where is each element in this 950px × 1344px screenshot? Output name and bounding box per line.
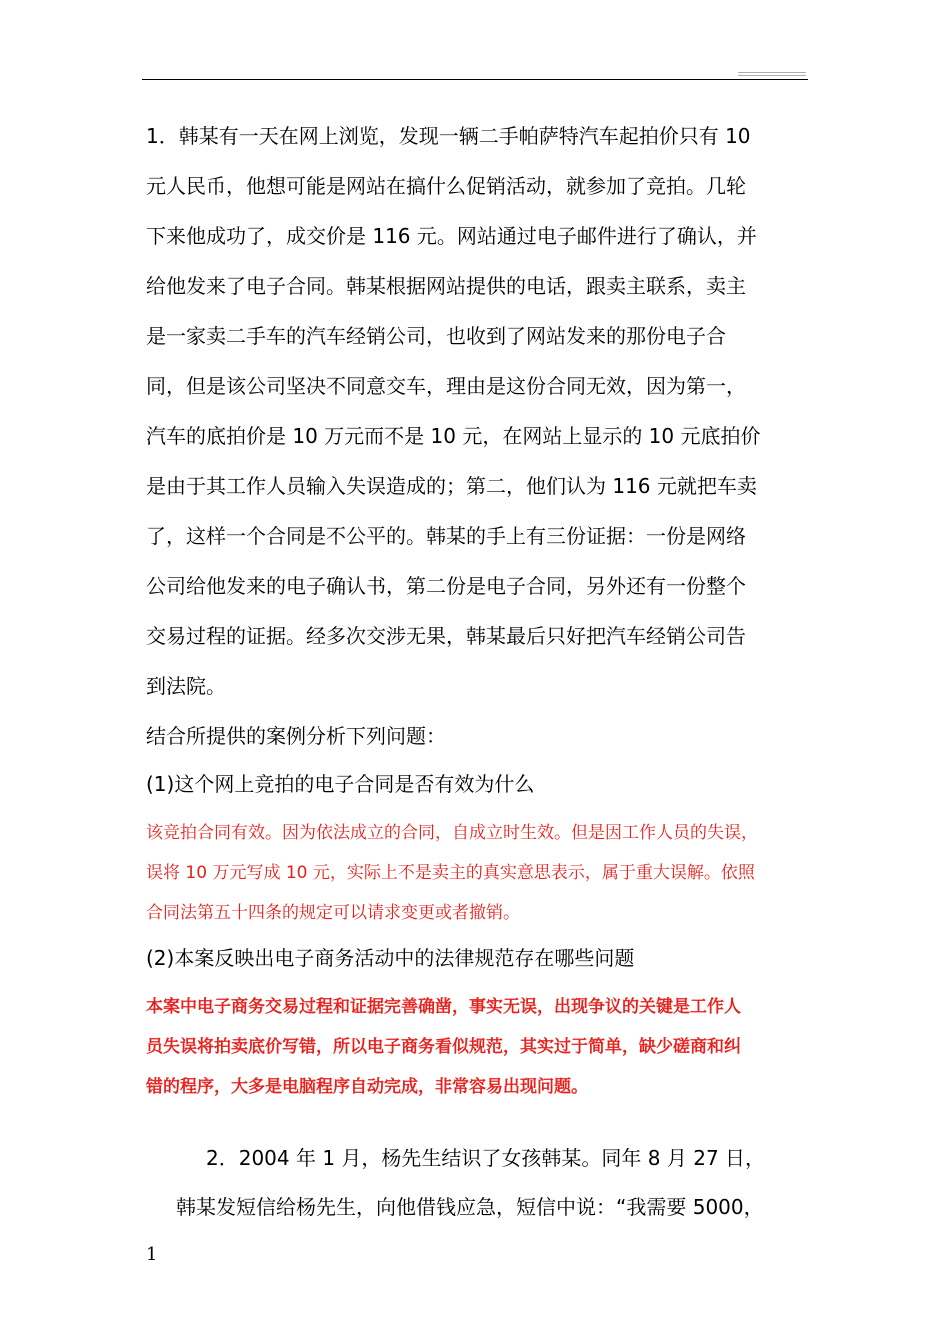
answer-2-line: 员失误将拍卖底价写错，所以电子商务看似规范，其实过于简单，缺少磋商和纠	[146, 1037, 741, 1057]
answer-2-line: 本案中电子商务交易过程和证据完善确凿，事实无误，出现争议的关键是工作人	[146, 997, 741, 1017]
header-mark	[738, 72, 806, 73]
case1-line: 汽车的底拍价是 10 万元而不是 10 元，在网站上显示的 10 元底拍价	[146, 424, 761, 448]
header-rule	[142, 79, 808, 80]
answer-1-line: 合同法第五十四条的规定可以请求变更或者撤销。	[146, 903, 520, 923]
case1-line: 同，但是该公司坚决不同意交车，理由是这份合同无效，因为第一，	[146, 374, 746, 398]
case1-line: 给他发来了电子合同。韩某根据网站提供的电话，跟卖主联系，卖主	[146, 274, 746, 298]
answer-1-line: 该竞拍合同有效。因为依法成立的合同，自成立时生效。但是因工作人员的失误，	[146, 823, 758, 843]
analysis-prompt: 结合所提供的案例分析下列问题：	[146, 724, 446, 748]
case1-line: 1．韩某有一天在网上浏览，发现一辆二手帕萨特汽车起拍价只有 10	[146, 124, 751, 148]
answer-1-line: 误将 10 万元写成 10 元，实际上不是卖主的真实意思表示，属于重大误解。依照	[146, 863, 755, 883]
question-1: (1)这个网上竞拍的电子合同是否有效为什么	[146, 772, 535, 796]
header-mark	[738, 75, 806, 76]
case2-line: 韩某发短信给杨先生，向他借钱应急，短信中说：“我需要 5000，	[176, 1195, 764, 1219]
question-2: (2)本案反映出电子商务活动中的法律规范存在哪些问题	[146, 946, 635, 970]
case2-line: 2．2004 年 1 月，杨先生结识了女孩韩某。同年 8 月 27 日，	[206, 1146, 766, 1170]
case1-line: 公司给他发来的电子确认书，第二份是电子合同，另外还有一份整个	[146, 574, 746, 598]
page-number: 1	[146, 1244, 158, 1265]
case1-line: 交易过程的证据。经多次交涉无果，韩某最后只好把汽车经销公司告	[146, 624, 746, 648]
case1-line: 下来他成功了，成交价是 116 元。网站通过电子邮件进行了确认，并	[146, 224, 757, 248]
case1-line: 是由于其工作人员输入失误造成的；第二，他们认为 116 元就把车卖	[146, 474, 757, 498]
case1-line: 元人民币，他想可能是网站在搞什么促销活动，就参加了竞拍。几轮	[146, 174, 746, 198]
answer-2-line: 错的程序，大多是电脑程序自动完成，非常容易出现问题。	[146, 1077, 588, 1097]
case1-line: 了，这样一个合同是不公平的。韩某的手上有三份证据：一份是网络	[146, 524, 746, 548]
case1-line: 到法院。	[146, 674, 226, 698]
case1-line: 是一家卖二手车的汽车经销公司，也收到了网站发来的那份电子合	[146, 324, 726, 348]
